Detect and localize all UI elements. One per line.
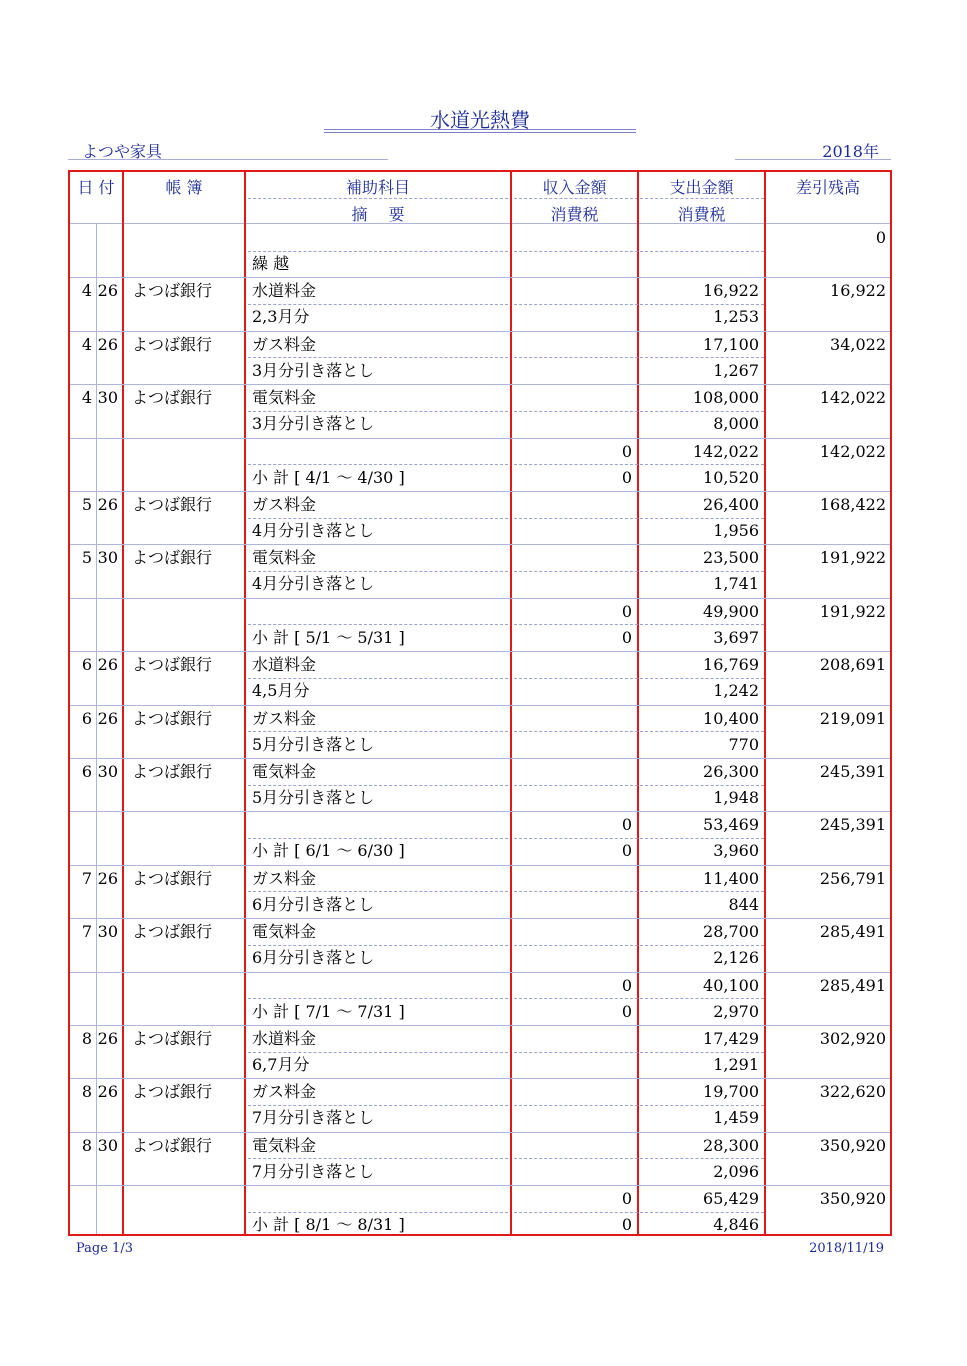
entry-expense: 28,700 [703,922,759,942]
entry-balance: 191,922 [819,601,886,621]
entry-expense: 40,100 [703,975,759,995]
entry-income-tax: 0 [621,627,632,647]
entry-expense-tax: 1,291 [713,1055,759,1074]
entry-day [96,225,118,251]
row-divider [514,411,764,412]
entry-month [70,439,92,465]
entry-memo: 4月分引き落とし [252,521,375,540]
row-divider [514,838,764,839]
entry-income [512,1026,632,1052]
company-underline [68,159,388,160]
row-divider [514,731,764,732]
entry-expense: 17,429 [703,1029,759,1048]
entry-income [512,385,632,411]
entry-expense-tax: 770 [728,734,759,754]
entry-expense-tax: 2,096 [713,1161,759,1181]
entry-expense-tax: 1,956 [713,521,759,540]
entry-balance: 350,920 [819,1135,886,1155]
entry-month: 7 [81,922,92,942]
entry-month [70,973,92,999]
entry-income [512,278,632,304]
entry-expense [639,225,759,251]
entry-income-tax [512,251,632,277]
row-divider [514,785,764,786]
entry-month: 8 [81,1029,92,1048]
entry-book: よつば銀行 [132,655,213,675]
header-date: 日 付 [77,178,115,197]
row-divider [514,1105,764,1106]
entry-balance: 34,022 [830,334,886,354]
entry-income-tax [512,571,632,597]
entry-book: よつば銀行 [132,708,213,728]
row-divider [514,464,764,465]
entry-day: 30 [97,1135,118,1155]
entry-month: 5 [81,495,92,514]
entry-expense: 10,400 [703,708,759,728]
entry-memo: 6月分引き落とし [252,894,375,914]
entry-sub-account: ガス料金 [252,1082,317,1102]
entry-month: 5 [81,548,92,568]
page-title: 水道光熱費 [430,108,530,132]
row-divider [248,785,508,786]
row-divider [248,945,508,946]
entry-balance: 0 [875,228,886,247]
row-divider [514,571,764,572]
entry-memo: 小 計 [ 5/1 ～ 5/31 ] [252,627,405,647]
row-divider [248,518,508,519]
entry-expense: 19,700 [703,1082,759,1102]
entry-income-tax [512,1105,632,1131]
entry-balance: 285,491 [819,922,886,942]
row-divider [248,624,508,625]
entry-income [512,652,632,678]
header-divider [248,198,508,199]
entry-balance: 142,022 [819,388,886,408]
entry-expense: 16,769 [703,655,759,675]
entry-book: よつば銀行 [132,388,213,408]
header-book: 帳 簿 [165,178,203,197]
entry-day: 30 [97,762,118,781]
entry-month: 8 [81,1082,92,1102]
entry-memo: 小 計 [ 7/1 ～ 7/31 ] [252,1001,405,1021]
entry-expense: 108,000 [692,388,759,408]
row-divider [514,357,764,358]
entry-balance: 245,391 [819,762,886,781]
entry-day: 26 [97,334,118,354]
row-divider [248,411,508,412]
entry-income [512,225,632,251]
entry-memo: 4,5月分 [252,681,310,701]
entry-day: 30 [97,548,118,568]
entry-sub-account: 電気料金 [252,762,317,781]
entry-memo: 2,3月分 [252,307,310,327]
entry-income [512,759,632,785]
entry-month: 6 [81,655,92,675]
year-underline [735,159,891,160]
entry-month [70,1186,92,1212]
year-label: 2018年 [822,142,879,161]
entry-memo: 5月分引き落とし [252,788,375,807]
entry-income-tax: 0 [621,1001,632,1021]
entry-memo: 6月分引き落とし [252,948,375,968]
entry-income-tax [512,518,632,544]
entry-expense: 16,922 [703,281,759,301]
header-income: 収入金額 [542,178,607,197]
entry-expense: 17,100 [703,334,759,354]
entry-day: 30 [97,922,118,942]
entry-memo: 小 計 [ 4/1 ～ 4/30 ] [252,467,405,487]
entry-balance: 208,691 [819,655,886,675]
header-expense-tax: 消費税 [677,205,726,224]
entry-day [96,599,118,625]
header-sub-account: 補助科目 [345,178,410,197]
entry-sub-account: ガス料金 [252,708,317,728]
entry-income-tax [512,892,632,918]
row-divider [514,1052,764,1053]
entry-book: よつば銀行 [132,495,213,514]
entry-expense: 49,900 [703,601,759,621]
header-balance: 差引残高 [795,178,860,197]
entry-income-tax [512,732,632,758]
entry-day [96,973,118,999]
entry-income [512,1133,632,1159]
header-expense: 支出金額 [669,178,734,197]
entry-expense-tax: 1,267 [713,360,759,380]
entry-balance: 302,920 [819,1029,886,1048]
entry-day: 26 [97,1029,118,1048]
entry-month [70,812,92,838]
row-divider [248,464,508,465]
ledger-table [68,170,892,1236]
entry-book: よつば銀行 [132,762,213,781]
entry-book: よつば銀行 [132,922,213,942]
entry-memo: 小 計 [ 8/1 ～ 8/31 ] [252,1215,405,1235]
company-name: よつや家具 [82,142,163,161]
entry-day: 26 [97,281,118,301]
entry-sub-account: 電気料金 [252,922,317,942]
entry-memo: 小 計 [ 6/1 ～ 6/30 ] [252,841,405,861]
entry-expense-tax: 1,948 [713,788,759,807]
entry-memo: 3月分引き落とし [252,414,375,434]
entry-balance: 219,091 [819,708,886,728]
row-divider [248,571,508,572]
entry-sub-account: 水道料金 [252,1029,317,1048]
entry-income [512,706,632,732]
entry-expense-tax: 8,000 [713,414,759,434]
entry-expense: 23,500 [703,548,759,568]
header-divider [514,198,764,199]
entry-balance: 245,391 [819,815,886,835]
entry-memo: 5月分引き落とし [252,734,375,754]
entry-income-tax: 0 [621,1215,632,1235]
entry-sub-account: 水道料金 [252,281,317,301]
entry-month: 4 [81,334,92,354]
entry-balance: 191,922 [819,548,886,568]
entry-expense: 11,400 [703,868,759,888]
entry-sub-account: ガス料金 [252,868,317,888]
entry-balance: 256,791 [819,868,886,888]
row-divider [248,1212,508,1213]
entry-income: 0 [621,601,632,621]
entry-sub-account: ガス料金 [252,495,317,514]
entry-month [70,599,92,625]
entry-day: 26 [97,708,118,728]
row-divider [248,891,508,892]
entry-day: 26 [97,1082,118,1102]
header-income-tax: 消費税 [550,205,599,224]
row-divider [514,304,764,305]
entry-income [512,919,632,945]
entry-day: 30 [97,388,118,408]
entry-expense-tax: 3,960 [713,841,759,861]
entry-book: よつば銀行 [132,334,213,354]
entry-book: よつば銀行 [132,281,213,301]
entry-income: 0 [621,815,632,835]
entry-income-tax [512,1052,632,1078]
row-divider [248,1158,508,1159]
row-divider [514,1212,764,1213]
row-divider [514,518,764,519]
header-memo: 摘 要 [351,205,405,224]
title-underline [324,129,636,133]
entry-sub-account: 水道料金 [252,655,317,675]
entry-expense-tax: 2,126 [713,948,759,968]
header-bottom-rule [70,223,890,224]
row-divider [248,678,508,679]
entry-balance: 285,491 [819,975,886,995]
row-divider [514,998,764,999]
row-divider [248,731,508,732]
entry-month [70,225,92,251]
entry-income [512,545,632,571]
entry-balance: 168,422 [819,495,886,514]
entry-balance: 16,922 [830,281,886,301]
row-divider [248,1052,508,1053]
entry-month: 4 [81,388,92,408]
entry-book: よつば銀行 [132,548,213,568]
entry-expense-tax: 1,741 [713,574,759,594]
entry-expense: 26,400 [703,495,759,514]
entry-income: 0 [621,441,632,461]
entry-expense-tax: 1,459 [713,1108,759,1128]
entry-day [96,439,118,465]
entry-expense-tax: 2,970 [713,1001,759,1021]
entry-book: よつば銀行 [132,1082,213,1102]
row-divider [248,998,508,999]
row-divider [248,357,508,358]
entry-day: 26 [97,655,118,675]
entry-sub-account: 電気料金 [252,388,317,408]
row-divider [248,304,508,305]
entry-day [96,812,118,838]
entry-income-tax: 0 [621,467,632,487]
entry-income [512,332,632,358]
entry-income-tax [512,945,632,971]
entry-memo: 3月分引き落とし [252,360,375,380]
entry-expense: 142,022 [692,441,759,461]
entry-expense-tax: 4,846 [713,1215,759,1235]
entry-month: 4 [81,281,92,301]
entry-sub-account: 電気料金 [252,548,317,568]
entry-income-tax [512,358,632,384]
entry-sub-account: 電気料金 [252,1135,317,1155]
row-divider [248,1105,508,1106]
entry-expense-tax: 1,242 [713,681,759,701]
entry-book: よつば銀行 [132,1029,213,1048]
entry-book: よつば銀行 [132,1135,213,1155]
entry-income [512,492,632,518]
entry-memo: 7月分引き落とし [252,1161,375,1181]
entry-memo: 繰 越 [252,254,290,273]
entry-memo: 7月分引き落とし [252,1108,375,1128]
entry-income-tax [512,1159,632,1185]
entry-expense-tax: 10,520 [703,467,759,487]
entry-memo: 6,7月分 [252,1055,310,1074]
row-divider [514,945,764,946]
entry-expense: 26,300 [703,762,759,781]
entry-income: 0 [621,1189,632,1209]
entry-income-tax [512,304,632,330]
entry-income-tax: 0 [621,841,632,861]
row-divider [514,251,764,252]
entry-expense-tax: 844 [728,894,759,914]
entry-income [512,1079,632,1105]
entry-month: 6 [81,708,92,728]
entry-expense-tax: 1,253 [713,307,759,327]
entry-expense-tax [639,251,759,277]
print-date: 2018/11/19 [809,1241,884,1256]
entry-expense: 28,300 [703,1135,759,1155]
entry-balance: 350,920 [819,1189,886,1209]
entry-month: 6 [81,762,92,781]
entry-income-tax [512,785,632,811]
page-number: Page 1/3 [76,1241,133,1256]
row-divider [514,678,764,679]
row-divider [514,891,764,892]
entry-day: 26 [97,495,118,514]
entry-sub-account: ガス料金 [252,334,317,354]
entry-book: よつば銀行 [132,868,213,888]
row-divider [248,251,508,252]
entry-month: 8 [81,1135,92,1155]
entry-day [96,1186,118,1212]
entry-expense-tax: 3,697 [713,627,759,647]
entry-expense: 65,429 [703,1189,759,1209]
entry-income [512,866,632,892]
entry-memo: 4月分引き落とし [252,574,375,594]
entry-balance: 142,022 [819,441,886,461]
entry-balance: 322,620 [819,1082,886,1102]
entry-day: 26 [97,868,118,888]
row-divider [248,838,508,839]
entry-income-tax [512,411,632,437]
row-divider [514,624,764,625]
entry-income: 0 [621,975,632,995]
entry-month: 7 [81,868,92,888]
row-divider [514,1158,764,1159]
entry-expense: 53,469 [703,815,759,835]
entry-income-tax [512,678,632,704]
